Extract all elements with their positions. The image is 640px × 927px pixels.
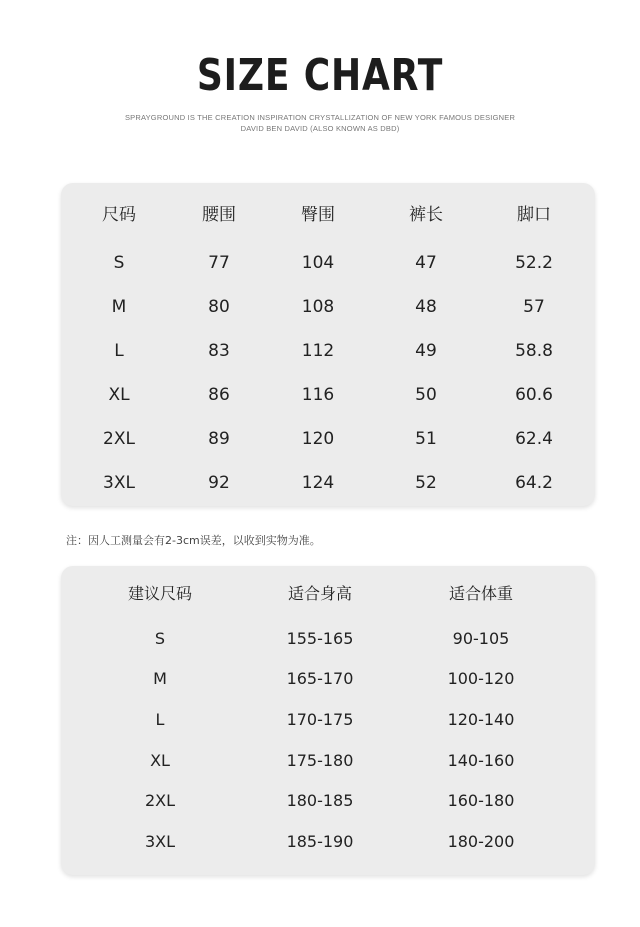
table-cell: 170-175 bbox=[286, 710, 354, 729]
table-cell: 3XL bbox=[144, 832, 176, 851]
table-row bbox=[61, 624, 595, 654]
table-cell: 140-160 bbox=[447, 751, 515, 770]
table-cell: 52 bbox=[415, 473, 437, 493]
table-cell: 155-165 bbox=[286, 629, 354, 648]
table-cell: 104 bbox=[301, 253, 335, 273]
table-header-row bbox=[61, 200, 595, 230]
table-cell: XL bbox=[108, 385, 130, 405]
table-cell: 90-105 bbox=[452, 629, 510, 648]
table-cell: 2XL bbox=[144, 791, 176, 810]
table-cell: 77 bbox=[208, 253, 230, 273]
table-row bbox=[61, 746, 595, 776]
table-cell: 116 bbox=[301, 385, 335, 405]
table-cell: XL bbox=[150, 751, 170, 770]
column-header-weight: 适合体重 bbox=[448, 584, 513, 603]
table-row bbox=[61, 705, 595, 735]
table-cell: 83 bbox=[208, 341, 230, 361]
table-cell: 185-190 bbox=[286, 832, 354, 851]
table-cell: 89 bbox=[208, 429, 230, 449]
table-cell: 60.6 bbox=[515, 385, 553, 405]
table-cell: 180-185 bbox=[286, 791, 354, 810]
table-row bbox=[61, 664, 595, 694]
recommend-table bbox=[61, 566, 595, 875]
table-cell: S bbox=[113, 253, 125, 273]
table-cell: 92 bbox=[208, 473, 230, 493]
table-cell: L bbox=[114, 341, 124, 361]
column-header-recommended-size: 建议尺码 bbox=[127, 584, 192, 603]
table-cell: L bbox=[155, 710, 165, 729]
table-cell: 62.4 bbox=[515, 429, 553, 449]
table-row bbox=[61, 292, 595, 322]
table-cell: 86 bbox=[208, 385, 230, 405]
column-header-leg-opening: 脚口 bbox=[517, 205, 551, 225]
table-row bbox=[61, 380, 595, 410]
table-cell: 49 bbox=[415, 341, 437, 361]
table-row bbox=[61, 786, 595, 816]
table-cell: M bbox=[153, 669, 167, 688]
table-cell: 48 bbox=[415, 297, 437, 317]
table-cell: 165-170 bbox=[286, 669, 354, 688]
table-cell: M bbox=[111, 297, 127, 317]
table-cell: 52.2 bbox=[515, 253, 553, 273]
table-cell: 3XL bbox=[103, 473, 135, 493]
table-cell: 124 bbox=[301, 473, 335, 493]
table-header-row bbox=[61, 579, 595, 609]
table-cell: 2XL bbox=[103, 429, 135, 449]
table-cell: 57 bbox=[523, 297, 545, 317]
table-cell: 160-180 bbox=[447, 791, 515, 810]
table-cell: 100-120 bbox=[447, 669, 515, 688]
table-cell: 120-140 bbox=[447, 710, 515, 729]
table-cell: 108 bbox=[301, 297, 335, 317]
table-row bbox=[61, 336, 595, 366]
subtitle-line-1: SPRAYGROUND IS THE CREATION INSPIRATION CRYSTALLIZATION OF NEW YORK FAMOUS DESIGNER bbox=[124, 113, 516, 122]
table-cell: 64.2 bbox=[515, 473, 553, 493]
table-row bbox=[61, 248, 595, 278]
table-cell: 47 bbox=[415, 253, 437, 273]
table-cell: 175-180 bbox=[286, 751, 354, 770]
table-row bbox=[61, 468, 595, 498]
table-row bbox=[61, 827, 595, 857]
table-row bbox=[61, 424, 595, 454]
column-header-hip: 臀围 bbox=[301, 205, 335, 225]
page-title: SIZE CHART bbox=[196, 50, 444, 101]
column-header-size: 尺码 bbox=[102, 205, 136, 225]
table-cell: 58.8 bbox=[515, 341, 553, 361]
table-cell: 50 bbox=[415, 385, 437, 405]
table-cell: S bbox=[154, 629, 166, 648]
table-cell: 51 bbox=[415, 429, 437, 449]
measurement-note: 注：因人工测量会有2-3cm误差，以收到实物为准。 bbox=[66, 534, 321, 547]
table-cell: 112 bbox=[301, 341, 335, 361]
table-cell: 80 bbox=[208, 297, 230, 317]
subtitle-line-2: DAVID BEN DAVID (ALSO KNOWN AS DBD) bbox=[240, 124, 400, 133]
size-table bbox=[61, 183, 595, 506]
column-header-length: 裤长 bbox=[409, 205, 443, 225]
column-header-waist: 腰围 bbox=[202, 205, 236, 225]
table-cell: 180-200 bbox=[447, 832, 515, 851]
column-header-height: 适合身高 bbox=[287, 584, 352, 603]
table-cell: 120 bbox=[301, 429, 335, 449]
